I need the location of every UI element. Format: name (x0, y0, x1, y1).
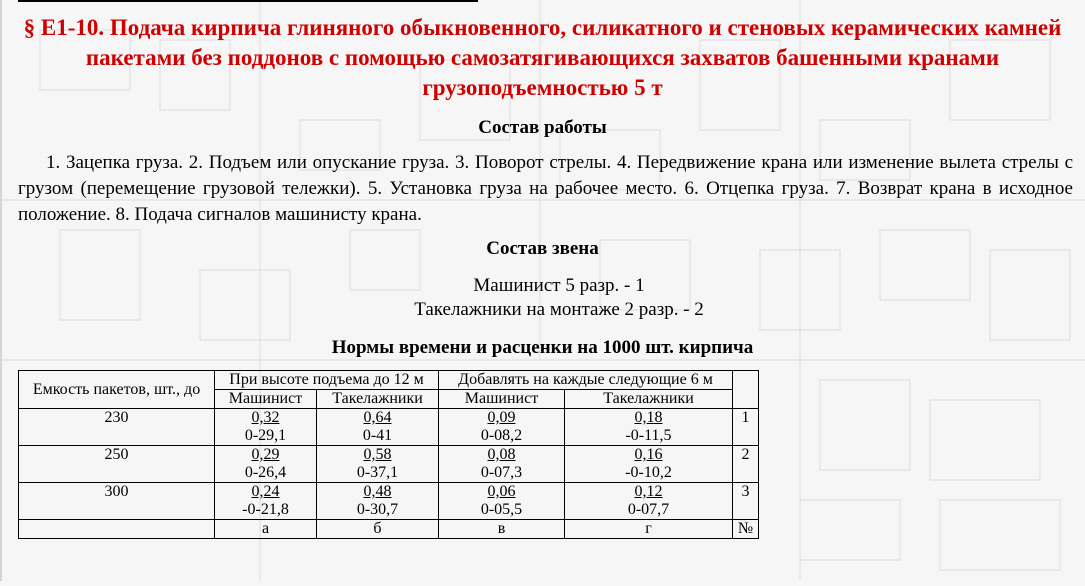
norm-cell (317, 409, 439, 446)
work-heading: Состав работы (478, 117, 607, 138)
norms-table (18, 370, 759, 539)
norm-rate: -0-11,5 (625, 427, 672, 444)
norm-time: 0,06 (487, 483, 516, 500)
capacity-cell: 300 (19, 483, 215, 520)
header-capacity: Емкость пакетов, шт., до (19, 371, 215, 409)
norm-cell (215, 409, 317, 446)
footer-letter-a: а (215, 520, 317, 539)
norm-cell (565, 483, 733, 520)
row-number: 3 (733, 483, 759, 520)
norms-heading: Нормы времени и расценки на 1000 шт. кирпича (331, 337, 754, 358)
norm-time: 0,48 (363, 483, 392, 500)
row-number: 1 (733, 409, 759, 446)
norm-time: 0,64 (363, 409, 392, 426)
subheader-operator-12m: Машинист (215, 390, 317, 409)
page-title: § Е1-10. Подача кирпича глиняного обыкновенного, силикатного и стеновых керамических камней пакетами без поддонов с помощью самозатягивающихся захватов башенными кранами грузоподъемностью 5 т (23, 15, 1062, 100)
norm-cell (215, 483, 317, 520)
norm-time: 0,24 (251, 483, 280, 500)
capacity-cell: 230 (19, 409, 215, 446)
header-group-6m: Добавлять на каждые следующие 6 м (439, 371, 733, 390)
norm-time: 0,58 (363, 446, 392, 463)
header-num-blank (733, 371, 759, 409)
norm-time: 0,29 (251, 446, 280, 463)
table-header-row (19, 371, 759, 390)
footer-letter-b: б (317, 520, 439, 539)
norm-time: 0,16 (634, 446, 663, 463)
top-divider (18, 0, 478, 2)
norm-time: 0,18 (634, 409, 663, 426)
work-description: 1. Зацепка груза. 2. Подъем или опускание груза. 3. Поворот стрелы. 4. Передвижение крана или изменение вылета стрелы с грузом (перемещение грузовой тележки). 5. Установка груза на рабочее место. 6. Отцепка груза. 7. Возврат крана в исходное положение. 8. Подача сигналов машинисту крана. (18, 152, 1073, 225)
subheader-operator-6m: Машинист (439, 390, 565, 409)
norm-cell (317, 483, 439, 520)
footer-letter-v: в (439, 520, 565, 539)
norm-rate: 0-07,3 (480, 464, 523, 481)
norm-rate: 0-07,7 (627, 501, 670, 518)
norm-rate: 0-05,5 (480, 501, 523, 518)
table-row (19, 446, 759, 483)
footer-letter-g: г (565, 520, 733, 539)
norm-time: 0,09 (487, 409, 516, 426)
row-number: 2 (733, 446, 759, 483)
norm-rate: 0-08,2 (480, 427, 523, 444)
norm-time: 0,32 (251, 409, 280, 426)
norm-time: 0,08 (487, 446, 516, 463)
norm-cell (439, 483, 565, 520)
norm-time: 0,12 (634, 483, 663, 500)
norm-rate: -0-10,2 (625, 464, 672, 481)
norm-rate: 0-37,1 (356, 464, 399, 481)
norm-rate: -0-21,8 (242, 501, 289, 518)
table-row (19, 483, 759, 520)
footer-blank (19, 520, 215, 539)
norm-rate: 0-41 (362, 427, 393, 444)
footer-num-sign: № (733, 520, 759, 539)
crew-line-riggers: Такелажники на монтаже 2 разр. - 2 (414, 299, 704, 320)
crew-line-operator: Машинист 5 разр. - 1 (473, 275, 645, 296)
norm-cell (565, 446, 733, 483)
norm-rate: 0-30,7 (356, 501, 399, 518)
norm-cell (439, 409, 565, 446)
norm-rate: 0-29,1 (244, 427, 287, 444)
capacity-cell: 250 (19, 446, 215, 483)
table-footer-row (19, 520, 759, 539)
subheader-riggers-6m: Такелажники (565, 390, 733, 409)
norm-cell (565, 409, 733, 446)
norm-cell (439, 446, 565, 483)
norm-cell (215, 446, 317, 483)
crew-heading: Состав звена (486, 238, 599, 259)
header-group-12m: При высоте подъема до 12 м (215, 371, 439, 390)
table-row (19, 409, 759, 446)
norm-cell (317, 446, 439, 483)
subheader-riggers-12m: Такелажники (317, 390, 439, 409)
norm-rate: 0-26,4 (244, 464, 287, 481)
